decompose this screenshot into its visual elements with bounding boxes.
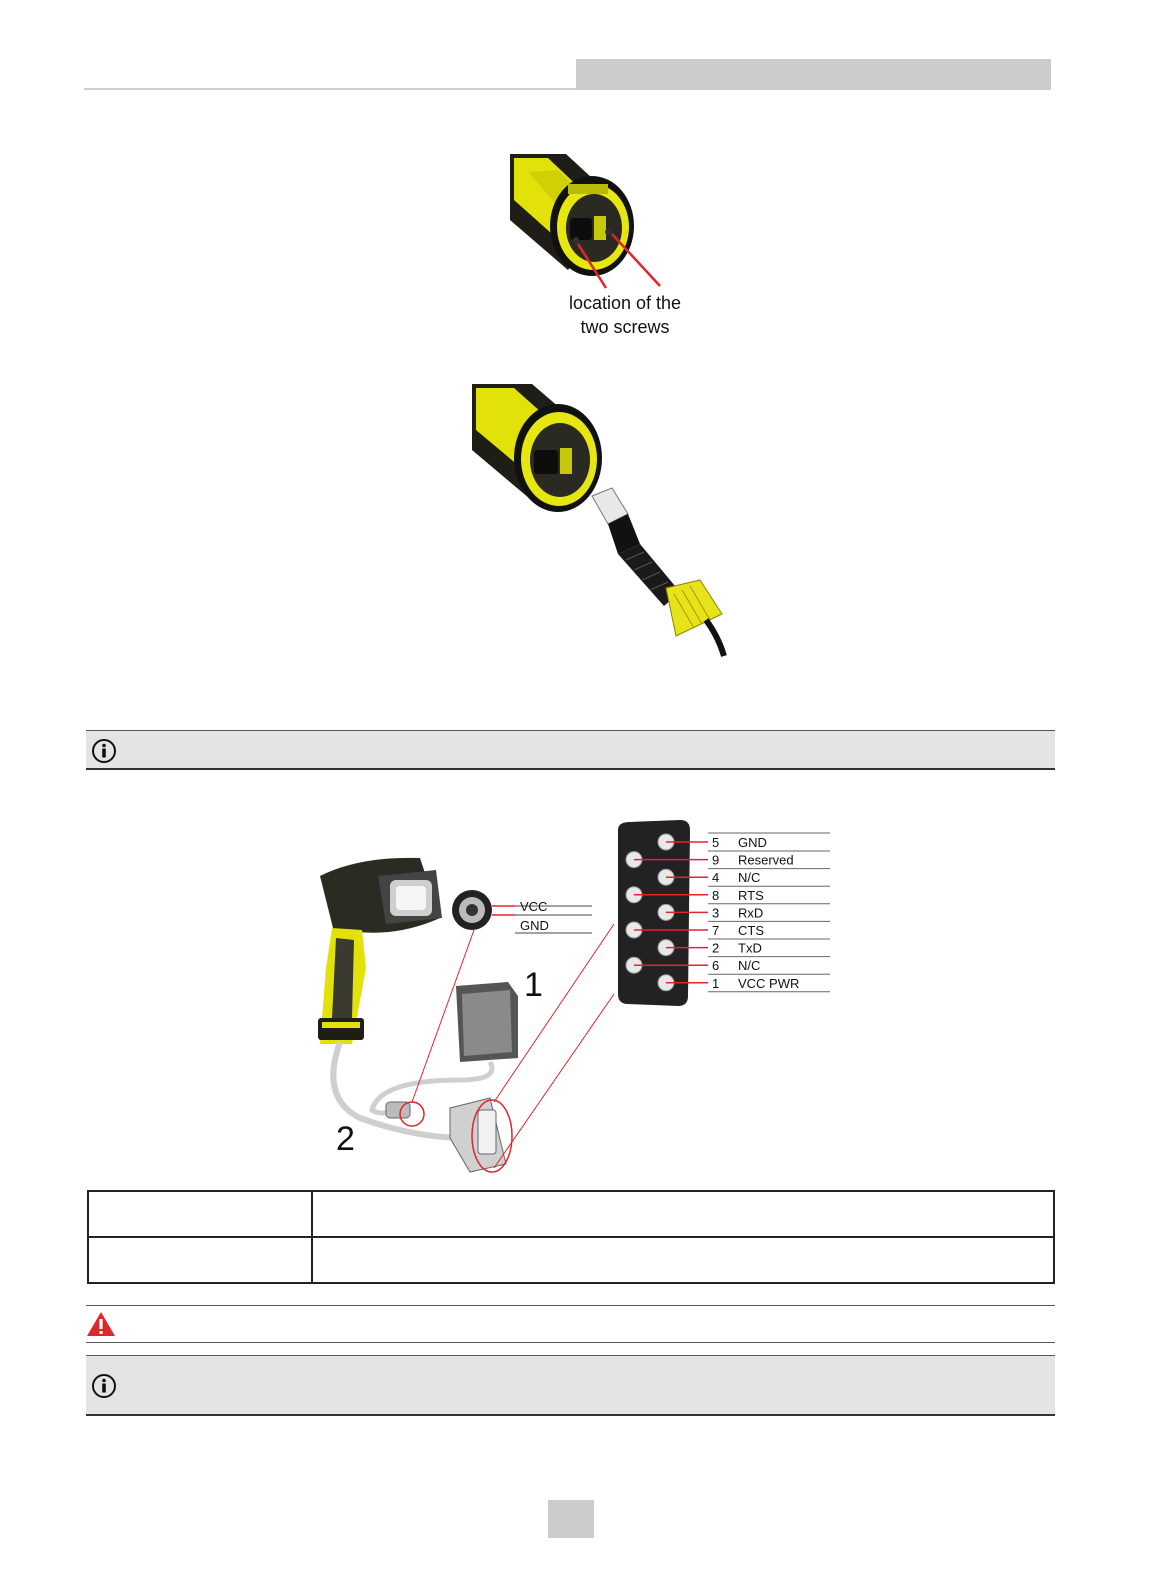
table-row [88,1237,1054,1283]
pin-signal-name: N/C [738,958,761,974]
pin-number: 5 [712,835,720,850]
figure-cable-insertion [470,384,730,659]
callout-2: 2 [336,1120,355,1158]
pin-number: 4 [712,870,720,886]
pin-signal-name: TxD [738,940,762,956]
page-number [548,1500,594,1538]
table-row [88,1191,1054,1237]
pin-signal-name: GND [738,835,767,850]
pin-signal-name: CTS [738,923,764,938]
table-cell [312,1237,1054,1283]
pin-signal-name: N/C [738,870,761,886]
note-box-2 [86,1355,1055,1416]
gnd-label: GND [520,918,549,933]
screw-caption-line1: location of the [568,293,682,313]
warning-icon [86,1311,116,1337]
pin-signal-name: VCC PWR [738,975,800,991]
pin-number: 2 [712,940,720,956]
pin-number: 9 [712,852,720,868]
pin-number: 8 [712,887,720,903]
table-cell [312,1191,1054,1237]
pin-number: 6 [712,958,720,974]
pin-number: 3 [712,905,720,921]
figure-screw-location [508,150,698,340]
info-icon [91,738,117,764]
figure-wiring-pinout [300,818,840,1180]
pin-signal-name: RTS [738,887,764,903]
header-bar [576,59,1051,90]
pin-signal-name: RxD [738,905,764,921]
table-cell [88,1237,312,1283]
spec-table [87,1190,1055,1284]
callout-1: 1 [524,966,543,1004]
pinout-list [708,833,830,992]
warning-box [86,1305,1055,1343]
pin-number: 7 [712,923,720,938]
note-box-1 [86,730,1055,770]
vcc-label: VCC [520,899,548,914]
pin-signal-name: Reserved [738,852,794,868]
screw-caption-line2: two screws [580,317,670,337]
table-cell [88,1191,312,1237]
info-icon [91,1373,117,1399]
pin-number: 1 [712,975,720,991]
